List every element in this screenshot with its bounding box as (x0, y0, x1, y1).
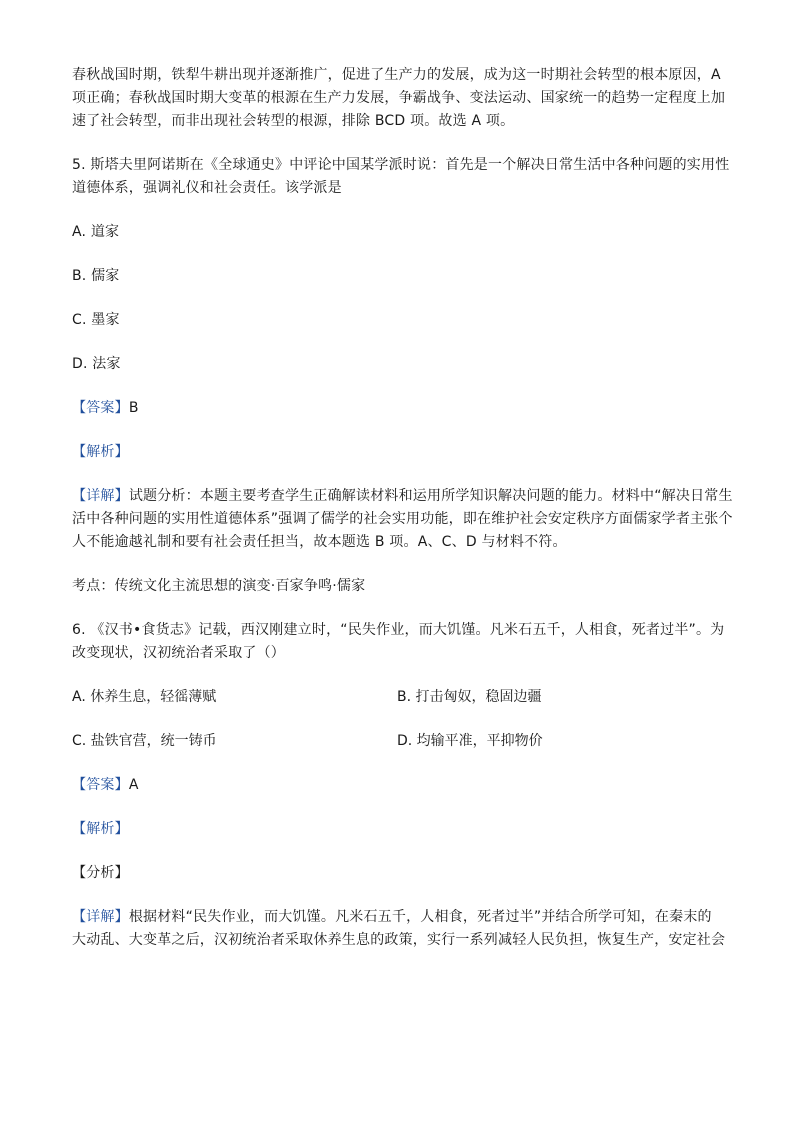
text-line: 速了社会转型，而非出现社会转型的根源，排除 BCD 项。故选 A 项。 (72, 113, 515, 129)
text-line: 6. 《汉书•食货志》记载，西汉刚建立时，“民失作业，而大饥馑。凡米石五千，人相食，死者过半”。为 (72, 622, 725, 638)
q6-analysis-tag: 【解析】 (72, 821, 129, 837)
q5-option-b: B. 儒家 (72, 268, 120, 284)
text-line (72, 485, 733, 508)
q5-option-a: A. 道家 (72, 224, 120, 240)
q6-answer (72, 774, 724, 797)
q5-answer (72, 397, 724, 420)
question-5-stem (72, 154, 730, 200)
q5-option-c: C. 墨家 (72, 312, 120, 328)
document-page (72, 64, 733, 973)
q6-option-c: C. 盐铁官营，统一铸币 (72, 733, 217, 749)
text-line: 道德体系，强调礼仪和社会责任。该学派是 (72, 180, 342, 196)
text-line: 活中各种问题的实用性道德体系”强调了儒学的社会实用功能，即在维护社会安定秩序方面儒家学者主张个 (72, 511, 733, 527)
detail-tag: 【详解】 (72, 488, 129, 504)
q6-fenxi-tag: 【分析】 (72, 865, 129, 881)
text-line: 5. 斯塔夫里阿诺斯在《全球通史》中评论中国某学派时说：首先是一个解决日常生活中各种问题的实用性 (72, 157, 730, 173)
text-line: 项正确；春秋战国时期大变革的根源在生产力发展，争霸战争、变法运动、国家统一的趋势一定程度上加 (72, 90, 726, 106)
q5-kaodian: 考点：传统文化主流思想的演变·百家争鸣·儒家 (72, 578, 366, 594)
text-line: 人不能逾越礼制和要有社会责任担当，故本题选 B 项。A、C、D 与材料不符。 (72, 534, 567, 550)
answer-tag: 【答案】 (72, 777, 129, 793)
q5-option-d: D. 法家 (72, 356, 121, 372)
text-line (72, 906, 724, 929)
q6-options-row-1 (72, 686, 724, 709)
detail-text: 根据材料“民失作业，而大饥馑。凡米石五千，人相食，死者过半”并结合所学可知，在秦末的 (128, 909, 712, 925)
text-line: 改变现状，汉初统治者采取了（） (72, 645, 285, 661)
answer-value: A (128, 777, 139, 793)
text-line: 大动乱、大变革之后，汉初统治者采取休养生息的政策，实行一系列减轻人民负担，恢复生产，安定社会 (72, 932, 726, 948)
q5-detail (72, 485, 733, 554)
q6-detail (72, 906, 724, 952)
q5-analysis-tag: 【解析】 (72, 444, 129, 460)
q6-option-b: B. 打击匈奴，稳固边疆 (397, 689, 542, 705)
detail-text: 试题分析：本题主要考查学生正确解读材料和运用所学知识解决问题的能力。材料中“解决日常生 (128, 488, 733, 504)
q6-options-row-2 (72, 730, 724, 753)
answer-tag: 【答案】 (72, 400, 129, 416)
previous-analysis (72, 64, 724, 133)
detail-tag: 【详解】 (72, 909, 129, 925)
text-line: 春秋战国时期，铁犁牛耕出现并逐渐推广，促进了生产力的发展，成为这一时期社会转型的根本原因，A (72, 67, 721, 83)
answer-value: B (128, 400, 139, 416)
question-6-stem (72, 619, 724, 665)
q6-option-a: A. 休养生息，轻徭薄赋 (72, 689, 217, 705)
q6-option-d: D. 均输平准，平抑物价 (397, 733, 543, 749)
